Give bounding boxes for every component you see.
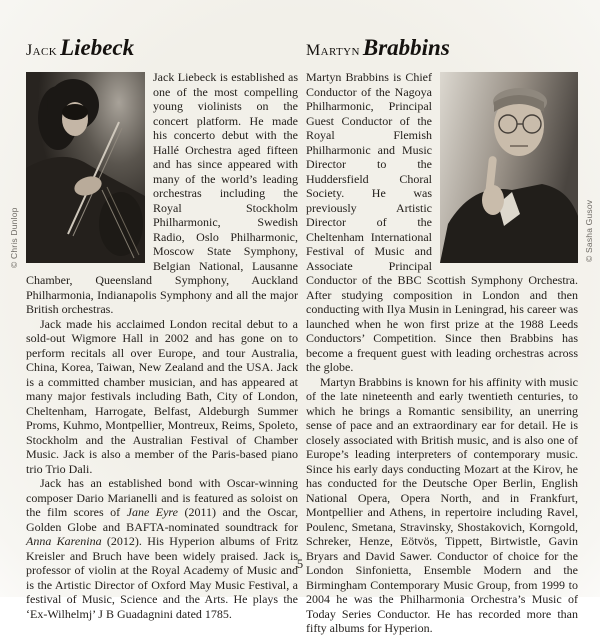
bio-right bbox=[306, 70, 578, 636]
bio-paragraph: Jack made his acclaimed London recital debut to a sold-out Wigmore Hall in 2002 and has gone on to perform recitals all over Europe, and tour Australia, China, Korea, Taiwan, New Zealand and the USA. Jack is a committed chamber musician, and has appeared at many major festivals including Bath, City of London, Cheltenham, Harrogate, Belfast, Aldeburgh Summer Proms, Kuhmo, Montpellier, Montreux, Reims, Spoleto, Stockholm and the Australian Festival of Chamber Music. Jack is also a member of the Paris-based piano trio Trio Dali. bbox=[26, 316, 298, 476]
bio-paragraph: Martyn Brabbins is Chief Conductor of the Nagoya Philharmonic, Principal Guest Conductor of the Royal Flemish Philharmonic and Music Director to the Huddersfield Choral Society. He was previously Artistic Director of the Cheltenham International Festival of Music and Associate Principal Conductor of the BBC Scottish Symphony Orchestra. After studying composition in London and then conducting with Ilya Musin in Leningrad, his career was launched when he won first prize at the 1988 Leeds Conductors’ Competition. Since then Brabbins has become a frequent guest with leading orchestras across the globe. bbox=[306, 70, 578, 374]
artist-last-name: Brabbins bbox=[362, 35, 450, 60]
violinist-portrait-image bbox=[26, 72, 145, 263]
photo-credit-right: © Sasha Gusov bbox=[584, 199, 594, 262]
left-column bbox=[26, 26, 298, 636]
bio-paragraph: Jack Liebeck is established as one of the most compelling young violinists on the concert platform. He made his concerto debut with the Hallé Orchestra aged fifteen and has since appeared with many of the world’s leading orchestras including the Royal Stockholm Philharmonic, Swedish Radio, Oslo Philharmonic, Moscow State Symphony, Belgian National, Lausanne Chamber, Queensland Symphony, Auckland Philharmonia, Indianapolis Symphony and all the major British orchestras. bbox=[26, 70, 298, 316]
right-column bbox=[306, 26, 578, 636]
martyn-brabbins-photo bbox=[440, 72, 578, 263]
artist-last-name: Liebeck bbox=[60, 35, 135, 60]
artist-first-name: Martyn bbox=[306, 42, 360, 59]
bio-paragraph: Jack has an established bond with Oscar-winning composer Dario Marianelli and is featured as soloist on the film scores of Jane Eyre (2011) and the Oscar, Golden Globe and BAFTA-nominated soundtrack for Anna Karenina (2012). His Hyperion albums of Fritz Kreisler and Bruch have been widely praised. Jack is professor of violin at the Royal Academy of Music and is the Artistic Director of Oxford May Music Festival, a festival of Music, Science and the Arts. He plays the ‘Ex-Wilhelmj’ J B Guadagnini dated 1785. bbox=[26, 476, 299, 621]
artist-name-right bbox=[306, 26, 578, 63]
jack-liebeck-photo bbox=[26, 72, 145, 263]
conductor-portrait-image bbox=[440, 72, 578, 263]
page-number: 5 bbox=[296, 557, 304, 571]
bio-paragraph: Martyn Brabbins is known for his affinity with music of the late nineteenth and early twentieth centuries, to which he brings a Romantic sensibility, an unerring sense of pace and an extraordinary ear for detail. He is closely associated with British music, and is also one of Europe’s leading interpreters of contemporary music. Since his early days conducting Mozart at the Kirov, he has conducted for the Deutsche Oper Berlin, English National Opera, Opera North, and in Frankfurt, Montpellier and Athens, in repertoire including Ravel, Poulenc, Smetana, Stravinsky, Shostakovich, Korngold, Schreker, Henze, Eötvös, Tippett, Birtwistle, Gavin Bryars and David Sawer. Conductor of choice for the London Sinfonietta, Ensemble Modern and the Birmingham Contemporary Music Group, from 1999 to 2004 he was the Philharmonia Orchestra’s Music of Today Series Conductor. He has recorded more than fifty albums for Hyperion. bbox=[306, 374, 578, 635]
artist-first-name: Jack bbox=[26, 42, 58, 59]
bio-left bbox=[26, 70, 298, 621]
artist-name-left bbox=[26, 26, 298, 63]
photo-credit-left: © Chris Dunlop bbox=[9, 207, 19, 268]
